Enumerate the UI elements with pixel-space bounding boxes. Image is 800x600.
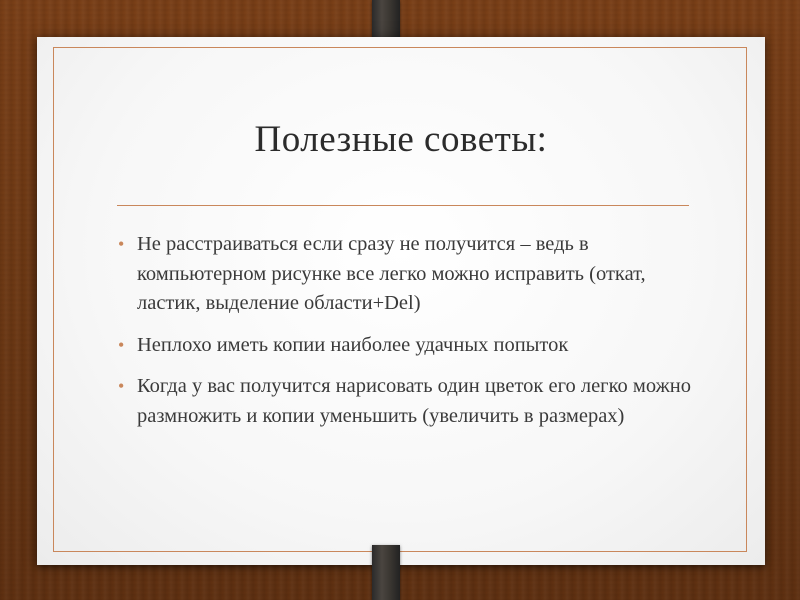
bullet-item bbox=[118, 331, 698, 361]
bullet-item bbox=[118, 372, 698, 431]
bottom-binder-clip bbox=[372, 545, 400, 600]
bullet-text: Неплохо иметь копии наиболее удачных попыток bbox=[137, 333, 569, 356]
bullet-dot-icon: • bbox=[118, 234, 125, 254]
bullet-dot-icon: • bbox=[118, 376, 125, 396]
title-divider bbox=[117, 205, 689, 206]
bullet-text: Не расстраиваться если сразу не получится – ведь в компьютерном рисунке все легко можно исправить (откат, ластик, выделение области+Del) bbox=[137, 233, 646, 314]
bullet-list bbox=[118, 230, 698, 443]
bullet-item bbox=[118, 230, 698, 319]
bullet-text: Когда у вас получится нарисовать один цветок его легко можно размножить и копии уменьшить (увеличить в размерах) bbox=[137, 375, 691, 427]
slide-title: Полезные советы: bbox=[254, 119, 548, 160]
bullet-dot-icon: • bbox=[118, 334, 125, 355]
